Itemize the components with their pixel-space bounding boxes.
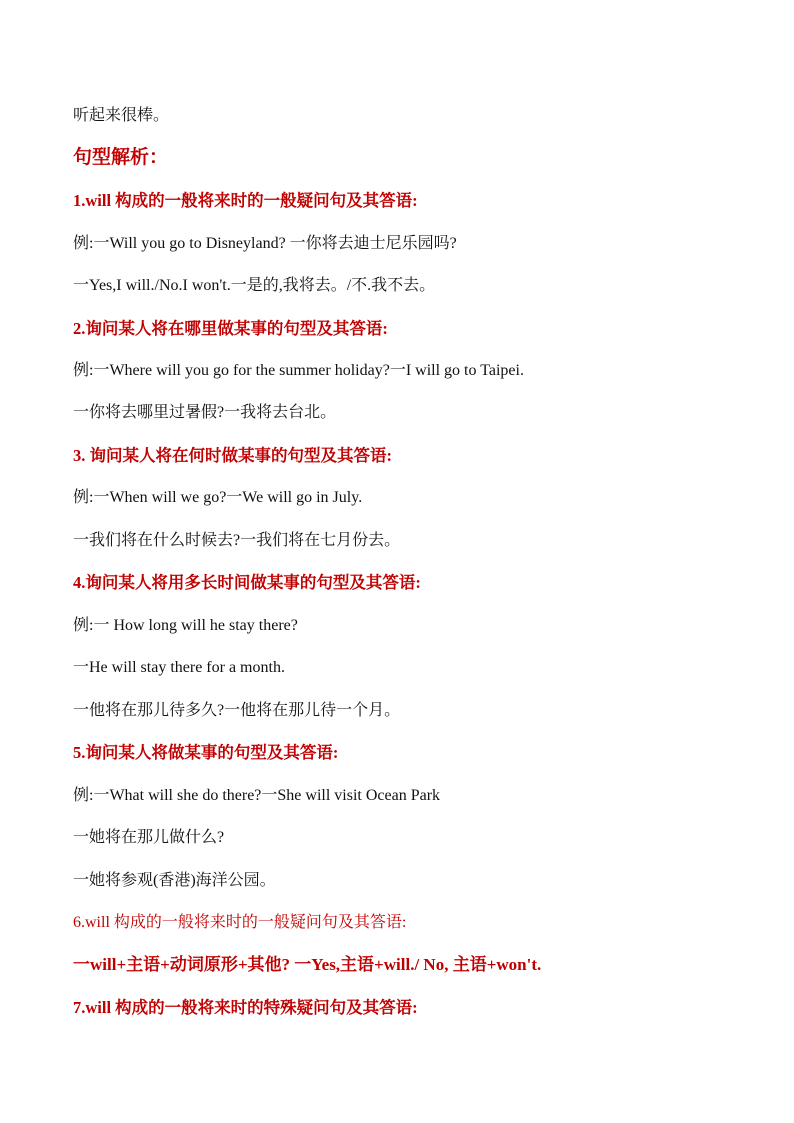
example-4-answer: 一He will stay there for a month.	[73, 659, 285, 676]
example-2-chinese: 一你将去哪里过暑假?一我将去台北。	[73, 404, 337, 421]
example-3-chinese: 一我们将在什么时候去?一我们将在七月份去。	[73, 532, 401, 549]
heading-5: 5.询问某人将做某事的句型及其答语:	[73, 743, 339, 762]
heading-4: 4.询问某人将用多长时间做某事的句型及其答语:	[73, 573, 421, 592]
example-1-answer: 一Yes,I will./No.I won't.一是的,我将去。/不.我不去。	[73, 277, 436, 294]
example-5-english: 例:一What will she do there?一She will visit Ocean Park	[73, 787, 441, 804]
heading-1: 1.will 构成的一般将来时的一般疑问句及其答语:	[73, 191, 418, 210]
heading-2: 2.询问某人将在哪里做某事的句型及其答语:	[73, 319, 388, 338]
example-3-english: 例:一When will we go?一We will go in July.	[73, 489, 363, 506]
example-5-chinese-question: 一她将在那儿做什么?	[73, 829, 225, 846]
example-4-chinese: 一他将在那儿待多久?一他将在那儿待一个月。	[73, 702, 401, 719]
formula-6: 一will+主语+动词原形+其他? 一Yes,主语+will./ No, 主语+won't.	[73, 955, 542, 974]
heading-7: 7.will 构成的一般将来时的特殊疑问句及其答语:	[73, 998, 418, 1017]
example-2-english: 例:一Where will you go for the summer holiday?一I will go to Taipei.	[73, 362, 524, 379]
heading-3: 3. 询问某人将在何时做某事的句型及其答语:	[73, 446, 392, 465]
intro-sentence: 听起来很棒。	[73, 107, 170, 124]
heading-6: 6.will 构成的一般将来时的一般疑问句及其答语:	[73, 914, 407, 931]
example-5-chinese-answer: 一她将参观(香港)海洋公园。	[73, 872, 276, 889]
section-title-sentence-analysis: 句型解析：	[73, 147, 169, 168]
example-4-question: 例:一 How long will he stay there?	[73, 617, 298, 634]
example-1-question: 例:一Will you go to Disneyland? 一你将去迪士尼乐园吗?	[73, 235, 457, 252]
